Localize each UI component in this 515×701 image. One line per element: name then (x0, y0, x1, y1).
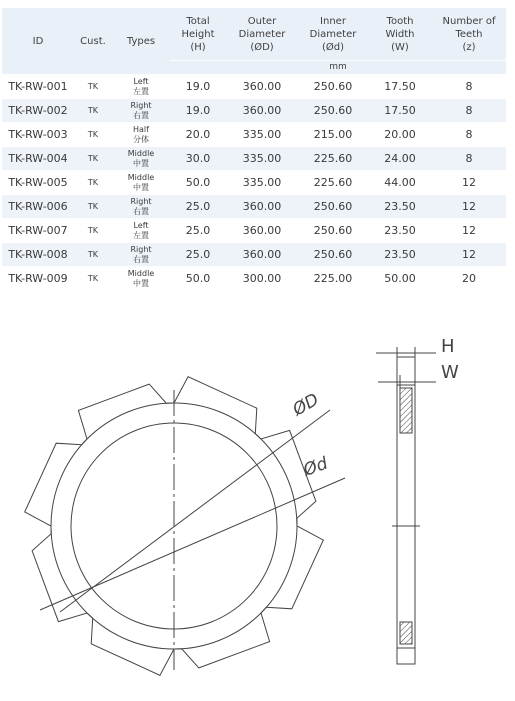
cell-total-height: 25.0 (170, 219, 226, 243)
cell-teeth: 8 (432, 147, 506, 171)
cell-inner-diameter: 215.00 (298, 123, 368, 147)
cell-outer-diameter: 360.00 (226, 75, 298, 99)
header-cust: Cust. (74, 8, 112, 75)
table-row (2, 171, 506, 195)
cell-teeth: 8 (432, 123, 506, 147)
cell-type (112, 147, 170, 171)
header-outer_diameter: Outer Diameter (ØD) (226, 8, 298, 61)
cell-teeth: 12 (432, 171, 506, 195)
cell-cust: TK (74, 267, 112, 291)
cell-teeth: 12 (432, 195, 506, 219)
table-row (2, 243, 506, 267)
cell-inner-diameter: 225.60 (298, 171, 368, 195)
header-inner_diameter: Inner Diameter (Ød) (298, 8, 368, 61)
cell-inner-diameter: 250.60 (298, 243, 368, 267)
type-cn: 右置 (133, 110, 149, 120)
cell-outer-diameter: 360.00 (226, 243, 298, 267)
cell-outer-diameter: 335.00 (226, 171, 298, 195)
cell-type (112, 219, 170, 243)
type-en: Right (130, 244, 152, 254)
spec-body (2, 75, 506, 291)
cell-tooth-width: 23.50 (368, 243, 432, 267)
table-row (2, 195, 506, 219)
type-cn: 中置 (133, 278, 149, 288)
cell-type (112, 267, 170, 291)
cell-cust: TK (74, 123, 112, 147)
cell-total-height: 50.0 (170, 267, 226, 291)
cell-id: TK-RW-005 (2, 171, 74, 195)
type-cn: 左置 (133, 86, 149, 96)
type-cn: 分体 (133, 134, 149, 144)
cell-tooth-width: 23.50 (368, 195, 432, 219)
table-row (2, 75, 506, 99)
cell-tooth-width: 17.50 (368, 99, 432, 123)
cell-total-height: 19.0 (170, 99, 226, 123)
cell-teeth: 8 (432, 75, 506, 99)
type-en: Middle (127, 268, 155, 278)
cell-type (112, 171, 170, 195)
cell-id: TK-RW-001 (2, 75, 74, 99)
cell-total-height: 30.0 (170, 147, 226, 171)
type-en: Left (133, 76, 149, 86)
type-en: Right (130, 100, 152, 110)
header-total_height: Total Height (H) (170, 8, 226, 61)
cell-inner-diameter: 225.60 (298, 147, 368, 171)
type-cn: 右置 (133, 206, 149, 216)
cell-teeth: 20 (432, 267, 506, 291)
cell-type (112, 195, 170, 219)
cell-cust: TK (74, 75, 112, 99)
cell-teeth: 12 (432, 219, 506, 243)
width-label: W (441, 362, 459, 383)
cell-total-height: 25.0 (170, 195, 226, 219)
cell-type (112, 243, 170, 267)
cell-total-height: 20.0 (170, 123, 226, 147)
cell-id: TK-RW-004 (2, 147, 74, 171)
cell-id: TK-RW-006 (2, 195, 74, 219)
side-view (376, 347, 436, 664)
spec-table (2, 8, 506, 291)
cell-outer-diameter: 360.00 (226, 219, 298, 243)
unit-label: mm (170, 61, 506, 75)
header-tooth_width: Tooth Width (W) (368, 8, 432, 61)
header-row (2, 8, 506, 61)
cell-cust: TK (74, 171, 112, 195)
cell-inner-diameter: 225.00 (298, 267, 368, 291)
cell-id: TK-RW-007 (2, 219, 74, 243)
cell-inner-diameter: 250.60 (298, 195, 368, 219)
table-row (2, 219, 506, 243)
cell-cust: TK (74, 243, 112, 267)
type-cn: 左置 (133, 230, 149, 240)
outer-diameter-label: ØD (289, 389, 323, 421)
table-row (2, 99, 506, 123)
cell-id: TK-RW-009 (2, 267, 74, 291)
header-id: ID (2, 8, 74, 75)
cell-id: TK-RW-003 (2, 123, 74, 147)
cell-outer-diameter: 360.00 (226, 195, 298, 219)
side-ring-hatched-top (400, 388, 412, 433)
header-teeth: Number of Teeth (z) (432, 8, 506, 61)
inner-diameter-label: Ød (300, 453, 331, 481)
cell-type (112, 123, 170, 147)
type-cn: 中置 (133, 182, 149, 192)
table-row (2, 123, 506, 147)
type-en: Middle (127, 148, 155, 158)
cell-tooth-width: 20.00 (368, 123, 432, 147)
cell-id: TK-RW-002 (2, 99, 74, 123)
cell-outer-diameter: 360.00 (226, 99, 298, 123)
cell-total-height: 19.0 (170, 75, 226, 99)
type-en: Left (133, 220, 149, 230)
table-row (2, 147, 506, 171)
side-ring-hatched-bottom (400, 622, 412, 644)
cell-cust: TK (74, 99, 112, 123)
front-view (25, 377, 345, 676)
cell-cust: TK (74, 219, 112, 243)
cell-inner-diameter: 250.60 (298, 75, 368, 99)
cell-teeth: 12 (432, 243, 506, 267)
cell-cust: TK (74, 195, 112, 219)
outer-diameter-line (60, 410, 330, 612)
table-row (2, 267, 506, 291)
cell-total-height: 50.0 (170, 171, 226, 195)
height-label: H (441, 336, 455, 357)
cell-inner-diameter: 250.60 (298, 99, 368, 123)
cell-cust: TK (74, 147, 112, 171)
type-cn: 中置 (133, 158, 149, 168)
cell-outer-diameter: 300.00 (226, 267, 298, 291)
cell-teeth: 8 (432, 99, 506, 123)
type-en: Right (130, 196, 152, 206)
cell-total-height: 25.0 (170, 243, 226, 267)
cell-type (112, 99, 170, 123)
header-types: Types (112, 8, 170, 75)
cell-tooth-width: 23.50 (368, 219, 432, 243)
cell-tooth-width: 24.00 (368, 147, 432, 171)
type-cn: 右置 (133, 254, 149, 264)
type-en: Middle (127, 172, 155, 182)
ring-drawing (0, 330, 515, 701)
type-en: Half (133, 124, 149, 134)
cell-inner-diameter: 250.60 (298, 219, 368, 243)
cell-id: TK-RW-008 (2, 243, 74, 267)
cell-tooth-width: 50.00 (368, 267, 432, 291)
cell-outer-diameter: 335.00 (226, 123, 298, 147)
inner-diameter-line (40, 478, 345, 610)
cell-tooth-width: 44.00 (368, 171, 432, 195)
cell-type (112, 75, 170, 99)
cell-outer-diameter: 335.00 (226, 147, 298, 171)
cell-tooth-width: 17.50 (368, 75, 432, 99)
